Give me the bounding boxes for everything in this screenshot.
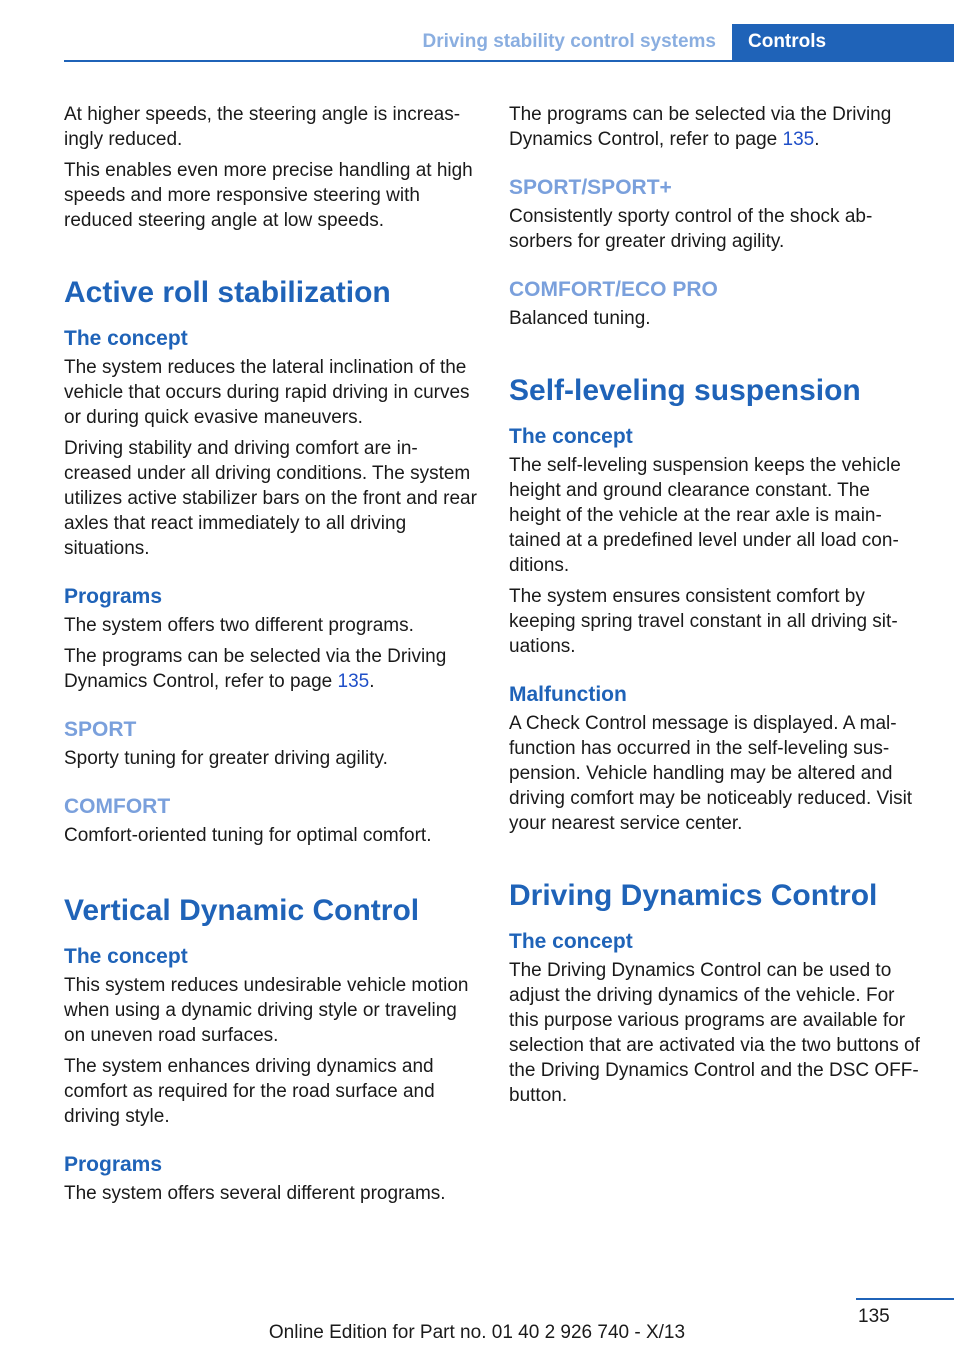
paragraph-text: .: [369, 671, 375, 692]
paragraph: The system ensures consistent comfort by keeping spring travel constant in all driving situations.: [509, 586, 898, 657]
subsection-title: Programs: [64, 1153, 163, 1176]
subsection-title: Malfunction: [509, 683, 627, 706]
paragraph: [509, 102, 923, 152]
paragraph: The system enhances driving dynamics and comfort as required for the road surface and driving style.: [64, 1056, 435, 1127]
program-title-comfort: COMFORT: [64, 795, 171, 818]
left-column: [64, 102, 478, 1212]
paragraph: At higher speeds, the steering angle is increasingly reduced.: [64, 104, 461, 150]
paragraph: The system reduces the lateral inclination of the vehicle that occurs during rapid driving in curves or during quick evasive maneuvers.: [64, 357, 470, 428]
subsection-title: The concept: [64, 945, 188, 968]
paragraph: Sporty tuning for greater driving agility.: [64, 748, 388, 769]
program-title-sport: SPORT: [64, 718, 137, 741]
paragraph: The system offers two different programs.: [64, 615, 414, 636]
header-chapter-tab: Controls: [732, 24, 954, 62]
paragraph: A Check Control message is displayed. A malfunction has occurred in the self-leveling suspension. Vehicle handling may be altered and driving comfort may be noticeably reduced. Visit your nearest service center.: [509, 713, 913, 834]
page-number: 135: [858, 1306, 890, 1327]
subsection-title: The concept: [64, 327, 188, 350]
page-reference-link[interactable]: 135: [337, 671, 370, 692]
paragraph: The self-leveling suspension keeps the vehicle height and ground clearance constant. The height of the vehicle at the rear axle is maintained at a predefined level under all load conditions.: [509, 455, 901, 576]
edition-footer: Online Edition for Part no. 01 40 2 926 740 - X/13: [268, 1322, 686, 1343]
page-reference-link[interactable]: 135: [782, 129, 815, 150]
section-title-active-roll-stabilization: Active roll stabilization: [64, 276, 391, 309]
section-title-driving-dynamics-control: Driving Dynamics Control: [509, 879, 878, 912]
paragraph: Driving stability and driving comfort are increased under all driving conditions. The system utilizes active stabilizer bars on the front and rear axles that react immediately to all driving situations.: [64, 438, 477, 559]
subsection-title: The concept: [509, 930, 633, 953]
program-title-sport-plus: SPORT/SPORT+: [509, 176, 672, 199]
paragraph: Balanced tuning.: [509, 308, 651, 329]
subsection-title: The concept: [509, 425, 633, 448]
paragraph: This system reduces undesirable vehicle motion when using a dynamic driving style or traveling on uneven road surfaces.: [64, 975, 469, 1046]
page-header: [64, 24, 954, 62]
section-title-self-leveling-suspension: Self-leveling suspension: [509, 374, 861, 407]
paragraph: [64, 644, 478, 694]
paragraph: Comfort-oriented tuning for optimal comfort.: [64, 825, 432, 846]
paragraph-text: The programs can be selected via the Driving Dynamics Control, refer to page: [64, 646, 447, 692]
page-number-rule: [856, 1298, 954, 1300]
right-column: [509, 102, 923, 1114]
paragraph: This enables even more precise handling at high speeds and more responsive steering with reduced steering angle at low speeds.: [64, 160, 473, 231]
paragraph-text: .: [814, 129, 820, 150]
paragraph: The Driving Dynamics Control can be used to adjust the driving dynamics of the vehicle. For this purpose various programs are available for selection that are activated via the two buttons of the Driving Dynamics Control and the DSC OFF-button.: [509, 960, 920, 1106]
section-title-vertical-dynamic-control: Vertical Dynamic Control: [64, 894, 420, 927]
program-title-comfort-eco-pro: COMFORT/ECO PRO: [509, 278, 718, 301]
paragraph-text: The programs can be selected via the Driving Dynamics Control, refer to page: [509, 104, 892, 150]
subsection-title: Programs: [64, 585, 163, 608]
paragraph: The system offers several different programs.: [64, 1183, 446, 1204]
paragraph: Consistently sporty control of the shock absorbers for greater driving agility.: [509, 206, 873, 252]
header-section-title: Driving stability control systems: [422, 31, 716, 52]
